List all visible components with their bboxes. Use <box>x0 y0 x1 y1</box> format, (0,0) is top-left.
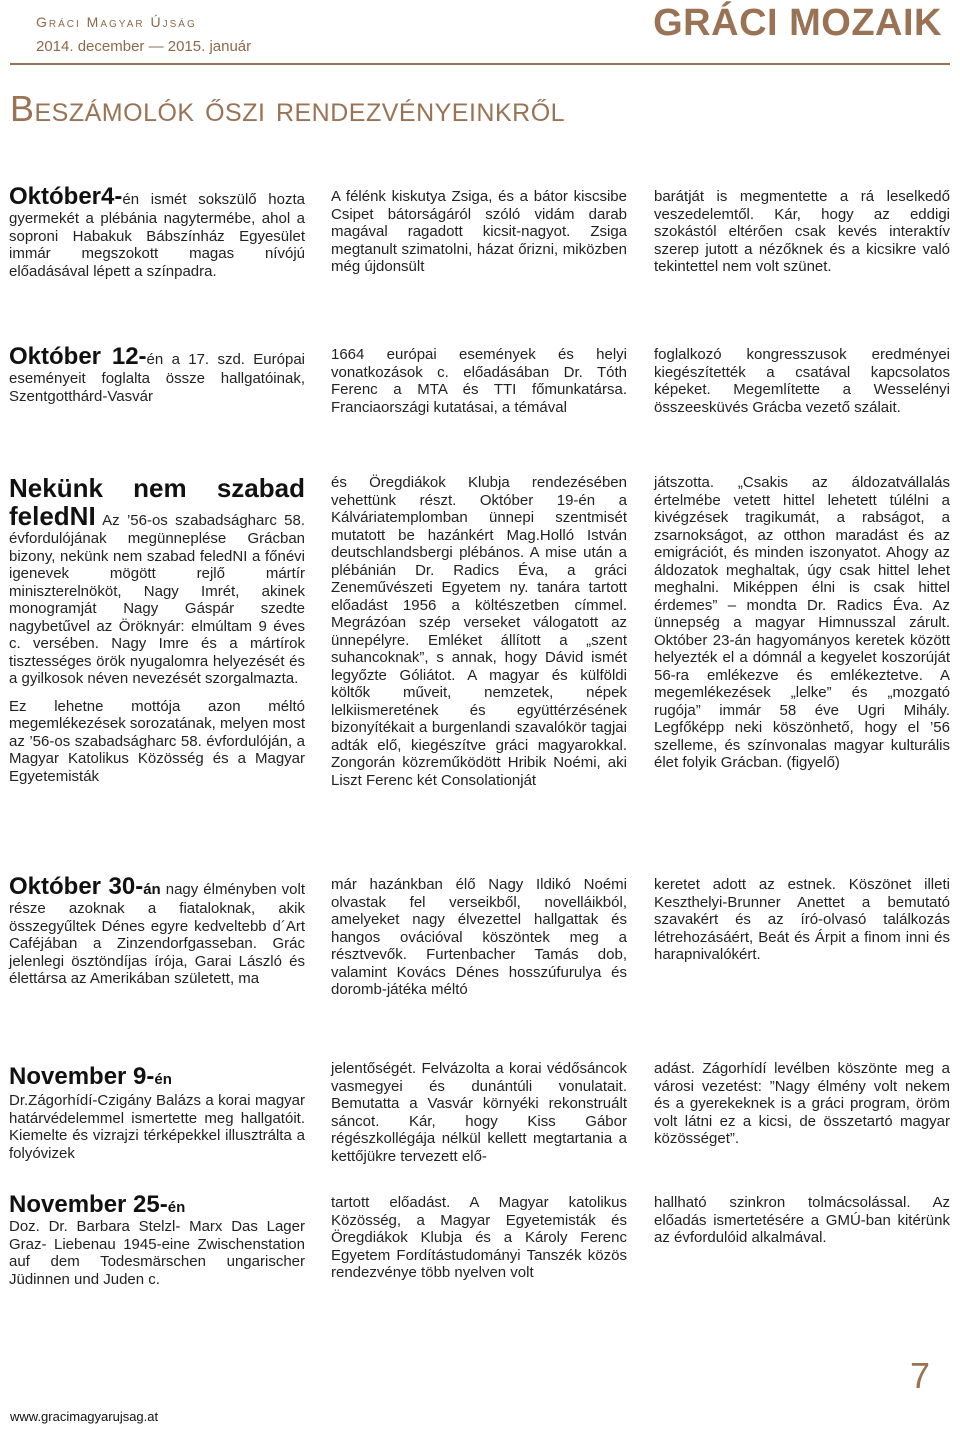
nekunk-col1 <box>9 474 305 795</box>
oct30-date: Október 30- <box>9 873 144 900</box>
nov25-date: November 25- <box>9 1191 168 1218</box>
oct4-col3: barátját is megmentette a rá leselkedő veszedelemtől. Kár, hogy az eddigi szokástól eltérően csak kevés interaktív szerep jutott a nézőknek és a kicsikre való tekintettel nem volt szünet. <box>654 188 950 275</box>
nov9-col2: jelentőségét. Felvázolta a korai védősáncok vasmegyei és dunántúli vonulatait. Bemutatta a Vasvár környéki rekonstruált sáncot. Kár, hogy Kiss Gábor régészkollégája nélkül kellett megtartania a kettőjükre tervezett elő- <box>331 1060 627 1165</box>
oct12-date: Október 12- <box>9 343 147 370</box>
oct12-text1: én a 17. szd. Európai eseményeit foglalta össze hallgatóinak, Szentgotthárd-Vasvár <box>9 351 305 405</box>
page-heading: Beszámolók őszi rendezvényeinkről <box>10 88 566 129</box>
nov25-suffix: én <box>167 1199 186 1216</box>
oct4-text1: én ismét sokszülő hozta gyermekét a plébánia nagytermébe, ahol a soproni Habakuk Bábszínház Egyesület immár megszokott magas nívójú előadásával lépett a színpadra. <box>9 191 305 280</box>
nov25-text1: Doz. Dr. Barbara Stelzl- Marx Das Lager Graz- Liebenau 1945-eine Zwischenstation auf dem Todesmärschen ungarischer Jüdinnen und Juden c. <box>9 1218 305 1288</box>
nov25-col2: tartott előadást. A Magyar katolikus Közösség, a Magyar Egyetemisták és Öregdiákok Klubja és a Károly Ferenc Egyetem Fordítástudományi Tanszék közös rendezvénye több nyelven volt <box>331 1194 627 1281</box>
nekunk-col2: és Öregdiákok Klubja rendezésében vehettünk részt. Október 19-én a Kálváriatemplomban ünnepi szentmisét mutatott be hazánkért Mag.Holló István deutschlandsbergi plébános. A mise után a plébánián Dr. Radics Éva, a gráci Zeneművészeti Egyetem ny. tanára tartott előadást 1956 a költészetben címmel. Megrázóan szép verseket válogatott az ünnepélyre. Emléket állított a „szent suhancoknak”, s annak, hogy Dávid ismét legyőzte Góliátot. A magyar és külföldi költők műveit, nemzetek, népek lelkiismeretének és együttérzésének bizonyítékait a burgenlandi szavalókör tagjai adták elő, kiegészítve gráci magyarokkal. Zongorán közreműködött Hribik Noémi, aki Liszt Ferenc két Consolationját <box>331 474 627 789</box>
nov9-suffix: én <box>154 1071 172 1088</box>
oct12-col3: foglalkozó kongresszusok eredményei kiegészítették a csatával kapcsolatos képeket. Megemlítette a Wesselényi összeesküvés Grácba vezető szálait. <box>654 346 950 416</box>
nov9-col3: adást. Zágorhídí levélben köszönte meg a városi vezetést: ”Nagy élmény volt nekem és a gyerekeknek is a gráci program, öröm volt látni ez a kicsi, de összetartó magyar közösséget”. <box>654 1060 950 1147</box>
nekunk-heading: Nekünk nem szabad feledNI <box>9 473 305 531</box>
nov25-col1 <box>9 1192 305 1288</box>
section-title: GRÁCI MOZAIK <box>653 2 942 44</box>
oct12-col2: 1664 európai események és helyi vonatkozások c. előadásában Dr. Tóth Ferenc a MTA és TTI főmunkatársa. Franciaországi kutatásai, a témával <box>331 346 627 416</box>
issue-date: 2014. december — 2015. január <box>36 38 252 55</box>
oct30-suffix: án <box>143 881 161 898</box>
publication-name: Gráci Magyar Újság <box>36 14 197 30</box>
nov9-date: November 9- <box>9 1063 155 1090</box>
oct4-col1 <box>9 184 305 280</box>
oct30-col2: már hazánkban élő Nagy Ildikó Noémi olvastak fel verseikből, novelláikból, amelyeket nagy élvezettel hallgattak és hangos ovációval köszöntek meg a résztvevők. Furtenbacher Tamás dob, valamint Kovács Dénes hosszúfurulya és doromb-játéka méltó <box>331 876 627 998</box>
nekunk-intro: Az ’56-os szabadságharc 58. évfordulójának megünneplése Grácban bizony, nekünk nem szabad feledNI a főnévi igenevek mögött rejlő mártír miniszterelnököt, Nagy Imrét, akinek monogramját Nagy Gáspár szedte nagybetűvel az Öröknyár: elmúltam 9 éves c. versében. Nagy Imre és a mártírok tisztességes örök nyugalomra helyezését és a gyilkosok néven nevezését szorgalmazta. <box>9 512 305 687</box>
oct30-text1: nagy élményben volt része azoknak a fiataloknak, akik összegyűltek Dénes egyre kedveltebb d´Art Caféjában a Zinzendorfgasseban. Grác jelenlegi ösztöndíjas írója, Garai László és élettársa az Amerikában született, ma <box>9 881 306 987</box>
page-number: 7 <box>909 1355 930 1396</box>
site-url[interactable]: www.gracimagyarujsag.at <box>10 1409 159 1424</box>
nov9-text1: Dr.Zágorhídí-Czigány Balázs a korai magyar határvédelemmel ismertette meg hallgatóit. Kiemelte és vizrajzi térképekkel illusztrálta a folyóvizek <box>9 1092 305 1162</box>
oct4-col2: A félénk kiskutya Zsiga, és a bátor kiscsibe Csipet bátorságáról szóló vidám darab magával ragadott kicsit-nagyot. Zsiga megtanult szimatolni, házat őrizni, miközben még újdonsült <box>331 188 627 275</box>
nov25-col3: hallható szinkron tolmácsolással. Az előadás ismertetésére a GMÚ-ban kitérünk az évfordulóid alkalmával. <box>654 1194 950 1246</box>
oct12-col1 <box>9 344 305 405</box>
header-rule <box>10 63 950 65</box>
oct4-date: Október4- <box>9 183 123 210</box>
nekunk-p2: Ez lehetne mottója azon méltó megemlékezések sorozatának, melyen most az ’56-os szabadságharc 58. évfordulóján, a Magyar Katolikus Közösség és a Magyar Egyetemisták <box>9 697 305 785</box>
nov9-col1 <box>9 1064 305 1162</box>
oct30-col1 <box>9 874 305 988</box>
nekunk-col3: játszotta. „Csakis az áldozatvállalás értelmébe vetett hittel lehetett túlélni a kivégzések tragikumát, a rabságot, a zsarnokságot, az otthon maradást és az emigrációt, és minden iszonyatot. Ahogy az áldozatok meghaltak, úgy csak hittel lehet meghalni. Miképpen élni is csak hittel érdemes” – mondta Dr. Radics Éva. Az ünnepség a magyar Himnusszal zárult. Október 23-án hagyományos keretek között helyezték el a dómnál a kegyelet koszorúját 56-ra emlékezve és emlékeztetve. A megemlékezések „lelke” és „mozgató rugója” immár 58 éve Ugri Mihály. Legfőképp neki köszönhető, hogy el ’56 szelleme, és színvonalas magyar kulturális élet folyik Grácban. (figyelő) <box>654 474 950 771</box>
oct30-col3: keretet adott az estnek. Köszönet illeti Keszthelyi-Brunner Anettet a bemutató szavakért és az író-olvasó találkozás létrehozásáért, Beát és Árpit a finom inni és harapnivalókért. <box>654 876 950 963</box>
